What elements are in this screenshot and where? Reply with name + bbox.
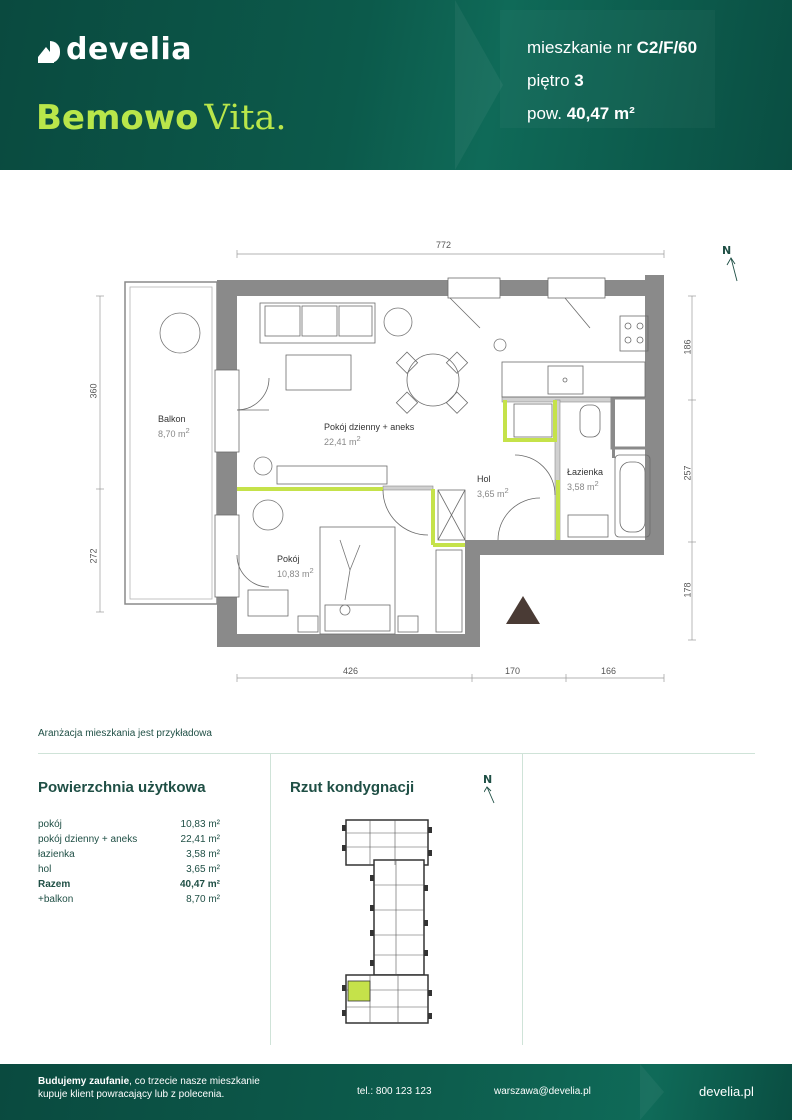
footer-email-link[interactable]: warszawa@develia.pl [494, 1086, 591, 1097]
room-label-hall: Hol 3,65 $m^2$ [477, 474, 509, 499]
apartment-number: mieszkanie nr C2/F/60 [527, 38, 698, 57]
dimension-bottom-3: 166 [601, 666, 617, 676]
north-arrow-icon [727, 258, 737, 281]
header [0, 0, 792, 170]
dimension-bottom-1: 426 [343, 666, 359, 676]
dimension-right-2: 257 [682, 465, 693, 481]
dimension-left-lower: 272 [88, 548, 99, 564]
current-apartment-highlight [348, 981, 370, 1001]
footer-decoration [640, 1064, 664, 1120]
floor-north-arrow-icon [484, 785, 498, 805]
header-decoration [455, 0, 503, 170]
usable-area-title: Powierzchnia użytkowa [38, 779, 206, 796]
project-word-1: Bemowo [36, 98, 199, 138]
entrance-marker [506, 596, 540, 624]
room-label-bathroom: Łazienka 3,58 $m^2$ [567, 467, 604, 492]
interior-walls [383, 397, 647, 540]
dimension-bottom-2: 170 [505, 666, 521, 676]
area-row-total: Razem 40,47 m² [38, 879, 220, 890]
column-divider-2 [522, 753, 523, 1045]
apartment-floor-plan [0, 170, 792, 720]
area-row: łazienka 3,58 m² [38, 849, 220, 860]
walls [217, 275, 664, 647]
floor-plan-title: Rzut kondygnacji [290, 779, 415, 796]
dimension-top: 772 [436, 240, 452, 250]
footer-tagline: Budujemy zaufanie, co trzecie nasze mieszkanie kupuje klient powracający lub z polecenia. [38, 1076, 260, 1100]
project-word-2: Vita. [204, 98, 287, 138]
floor-north-label: N [483, 773, 493, 786]
develia-logo[interactable] [38, 32, 193, 67]
project-title [36, 98, 286, 145]
area-row: +balkon 8,70 m² [38, 894, 220, 905]
area-row: hol 3,65 m² [38, 864, 220, 875]
balcony-outline [125, 282, 217, 604]
room-label-balcony: Balkon 8,70 $m^2$ [158, 414, 190, 439]
dimension-left-upper: 360 [88, 383, 99, 399]
dimension-right-1: 186 [682, 339, 693, 355]
room-label-bedroom: Pokój 10,83 $m^2$ [277, 554, 314, 579]
footer [0, 1064, 792, 1120]
area-row: pokój dzienny + aneks 22,41 m² [38, 834, 220, 845]
area-row: pokój 10,83 m² [38, 819, 220, 830]
arrangement-note: Aranżacja mieszkania jest przykładowa [38, 728, 212, 739]
dimension-right-3: 178 [682, 582, 693, 598]
column-divider-1 [270, 753, 271, 1045]
apartment-floor: piętro 3 [527, 71, 584, 90]
apartment-area: pow. 40,47 m² [527, 104, 635, 123]
usable-area-table [38, 817, 220, 907]
section-divider [38, 753, 755, 754]
logo-house-icon [38, 37, 60, 63]
footer-website-link[interactable]: develia.pl [699, 1084, 754, 1099]
room-label-living-room: Pokój dzienny + aneks 22,41 $m^2$ [324, 422, 415, 447]
building-floor-thumbnail [340, 815, 435, 1030]
footer-phone-link[interactable]: tel.: 800 123 123 [357, 1086, 432, 1097]
apartment-info [527, 36, 697, 135]
north-label: N [722, 244, 732, 257]
logo-text: develia [66, 32, 193, 67]
